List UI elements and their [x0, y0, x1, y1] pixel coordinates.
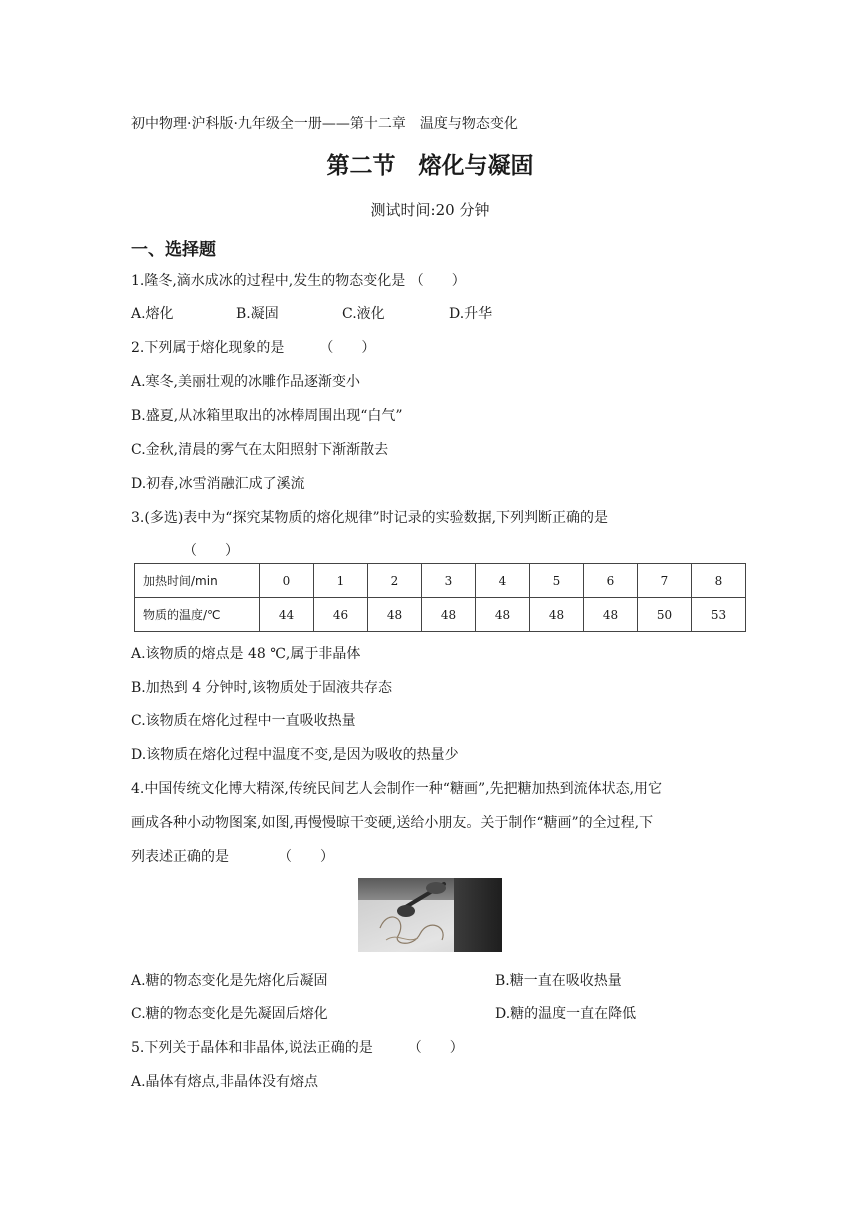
table-cell: 0	[260, 564, 314, 598]
question-4-stem-line-2: 画成各种小动物图案,如图,再慢慢晾干变硬,送给小朋友。关于制作“糖画”的全过程,下	[131, 815, 654, 831]
data-table	[134, 563, 746, 632]
table-cell: 4	[476, 564, 530, 598]
sugar-painting-photo	[358, 878, 502, 952]
question-1-option-d: D.升华	[449, 306, 493, 322]
page-title: 第二节 熔化与凝固	[326, 153, 534, 179]
question-2-option-b: B.盛夏,从冰箱里取出的冰棒周围出现“白气”	[131, 408, 403, 424]
table-cell: 48	[422, 598, 476, 632]
question-4-stem-line-3: 列表述正确的是 （ ）	[131, 849, 334, 865]
table-cell: 7	[638, 564, 692, 598]
question-3-option-c: C.该物质在熔化过程中一直吸收热量	[131, 713, 356, 729]
question-3-option-a: A.该物质的熔点是 48 ℃,属于非晶体	[131, 646, 361, 662]
question-2-option-d: D.初春,冰雪消融汇成了溪流	[131, 476, 305, 492]
question-3-answer-bracket: （ ）	[183, 543, 239, 559]
question-2-option-a: A.寒冬,美丽壮观的冰雕作品逐渐变小	[131, 374, 361, 390]
question-4-option-a: A.糖的物态变化是先熔化后凝固	[131, 973, 328, 989]
table-cell: 8	[692, 564, 746, 598]
question-4-option-c: C.糖的物态变化是先凝固后熔化	[131, 1006, 328, 1022]
table-cell: 48	[368, 598, 422, 632]
question-1-option-a: A.熔化	[131, 306, 174, 322]
table-cell: 5	[530, 564, 584, 598]
row-header-time: 加热时间/min	[135, 564, 260, 598]
question-4-option-d: D.糖的温度一直在降低	[495, 1006, 637, 1022]
sugar-painting-drawing-icon	[358, 878, 502, 952]
row-header-temperature: 物质的温度/℃	[135, 598, 260, 632]
table-cell: 2	[368, 564, 422, 598]
table-cell: 48	[530, 598, 584, 632]
table-row	[135, 598, 746, 632]
question-3-option-b: B.加热到 4 分钟时,该物质处于固液共存态	[131, 680, 392, 696]
section-heading: 一、选择题	[131, 240, 216, 260]
question-5-option-a: A.晶体有熔点,非晶体没有熔点	[131, 1074, 319, 1090]
table-cell: 48	[584, 598, 638, 632]
test-time: 测试时间:20 分钟	[370, 201, 490, 219]
question-4-option-b: B.糖一直在吸收热量	[495, 973, 622, 989]
table-row	[135, 564, 746, 598]
question-3-stem: 3.(多选)表中为“探究某物质的熔化规律”时记录的实验数据,下列判断正确的是	[131, 510, 609, 526]
subject-header: 初中物理·沪科版·九年级全一册——第十二章 温度与物态变化	[131, 116, 518, 132]
table-cell: 48	[476, 598, 530, 632]
question-2-option-c: C.金秋,清晨的雾气在太阳照射下渐渐散去	[131, 442, 389, 458]
table-cell: 53	[692, 598, 746, 632]
question-4-stem-line-1: 4.中国传统文化博大精深,传统民间艺人会制作一种“糖画”,先把糖加热到流体状态,用它	[131, 781, 663, 797]
table-cell: 6	[584, 564, 638, 598]
question-5-stem: 5.下列关于晶体和非晶体,说法正确的是 （ ）	[131, 1040, 464, 1056]
table-cell: 44	[260, 598, 314, 632]
question-1-stem: 1.隆冬,滴水成冰的过程中,发生的物态变化是 （ ）	[131, 273, 466, 289]
question-2-stem: 2.下列属于熔化现象的是 （ ）	[131, 340, 376, 356]
table-cell: 50	[638, 598, 692, 632]
question-1-option-c: C.液化	[342, 306, 385, 322]
table-cell: 3	[422, 564, 476, 598]
question-1-option-b: B.凝固	[236, 306, 279, 322]
table-cell: 1	[314, 564, 368, 598]
question-3-option-d: D.该物质在熔化过程中温度不变,是因为吸收的热量少	[131, 747, 459, 763]
table-cell: 46	[314, 598, 368, 632]
